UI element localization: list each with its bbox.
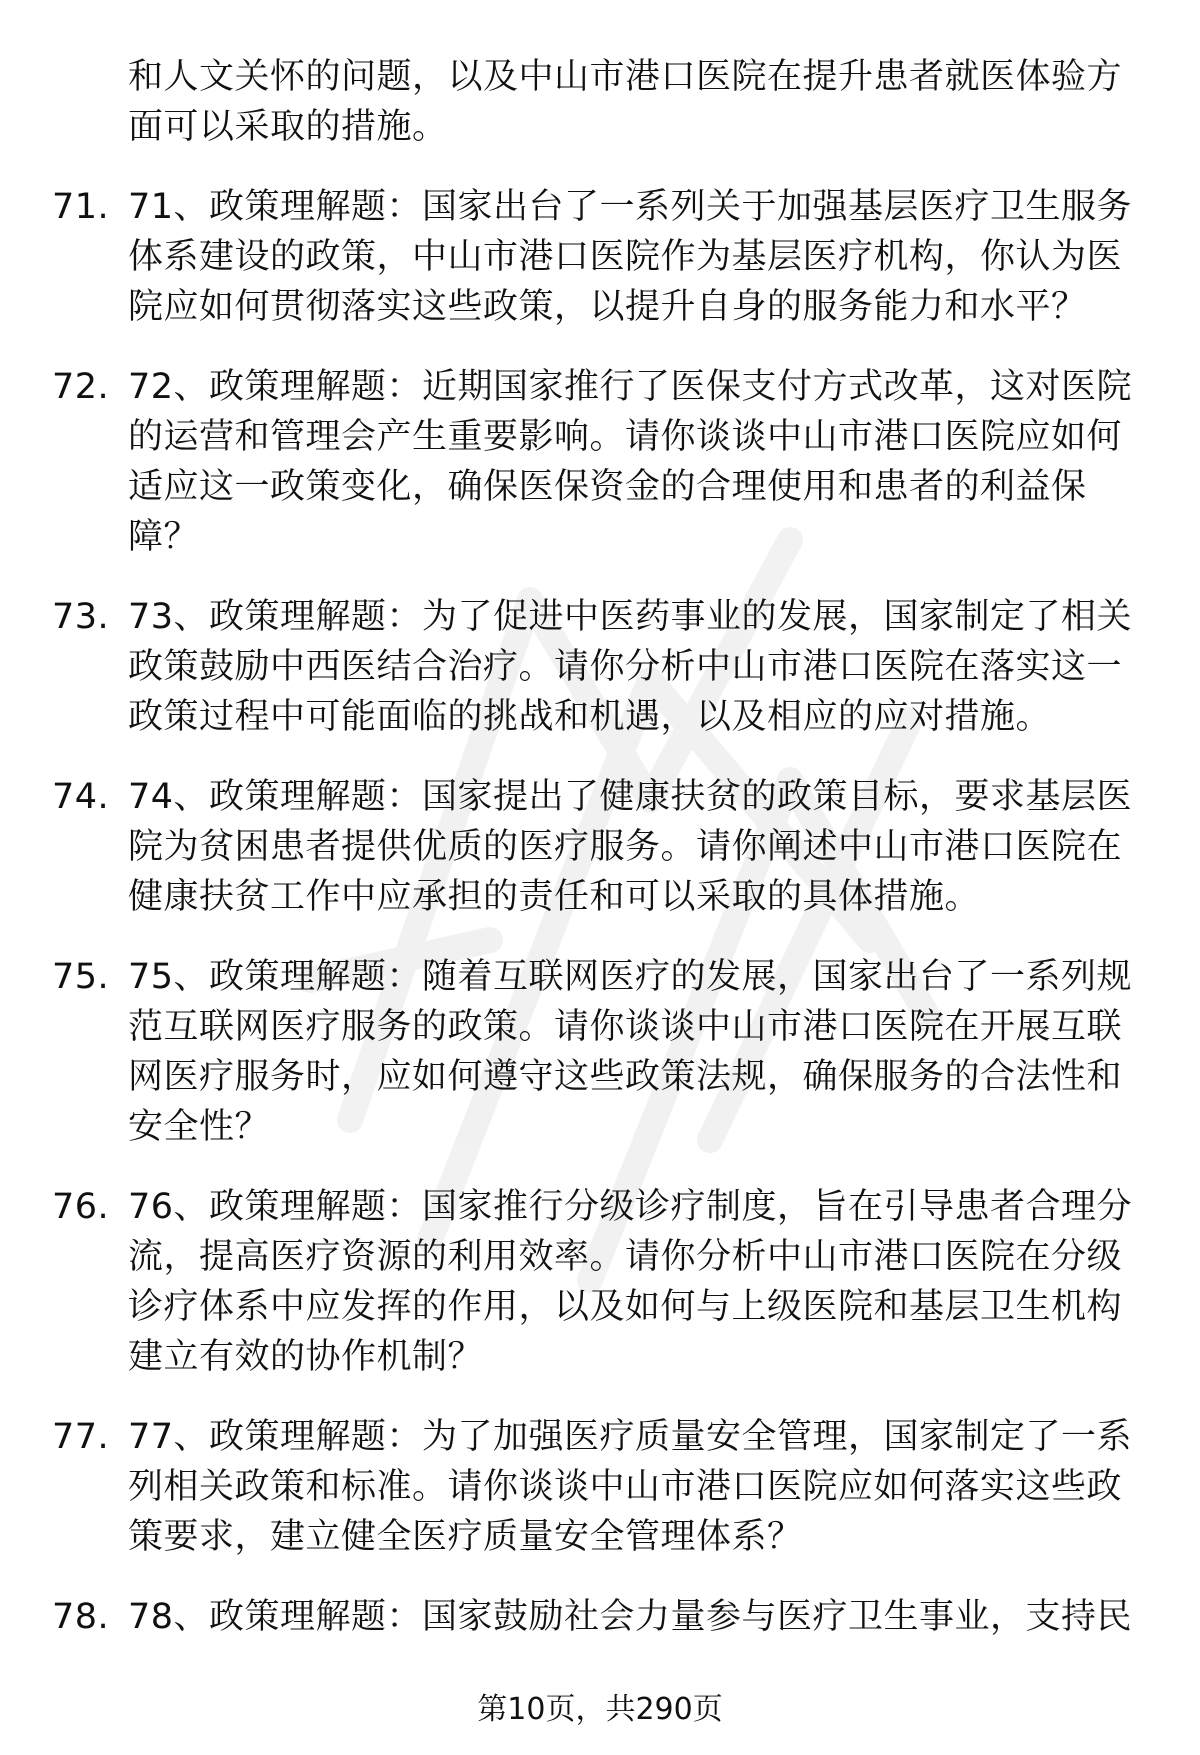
item-number: 77. xyxy=(52,1417,110,1457)
item-text: 78、政策理解题：国家鼓励社会力量参与医疗卫生事业，支持民 xyxy=(128,1597,1133,1637)
list-item xyxy=(0,1182,1200,1382)
item-number: 76. xyxy=(52,1187,110,1227)
item-text: 77、政策理解题：为了加强医疗质量安全管理，国家制定了一系列相关政策和标准。请你谈谈中山市港口医院应如何落实这些政策要求，建立健全医疗质量安全管理体系？ xyxy=(128,1417,1133,1557)
item-text: 75、政策理解题：随着互联网医疗的发展，国家出台了一系列规范互联网医疗服务的政策。请你谈谈中山市港口医院在开展互联网医疗服务时，应如何遵守这些政策法规，确保服务的合法性和安全性？ xyxy=(128,957,1133,1147)
intro-text: 和人文关怀的问题，以及中山市港口医院在提升患者就医体验方面可以采取的措施。 xyxy=(128,57,1123,147)
list-item xyxy=(0,592,1200,742)
item-text: 71、政策理解题：国家出台了一系列关于加强基层医疗卫生服务体系建设的政策，中山市港口医院作为基层医疗机构，你认为医院应如何贯彻落实这些政策，以提升自身的服务能力和水平？ xyxy=(128,187,1133,327)
item-number: 75. xyxy=(52,957,110,997)
list-item xyxy=(0,1592,1200,1642)
item-number: 71. xyxy=(52,187,110,227)
item-text: 76、政策理解题：国家推行分级诊疗制度，旨在引导患者合理分流，提高医疗资源的利用效率。请你分析中山市港口医院在分级诊疗体系中应发挥的作用，以及如何与上级医院和基层卫生机构建立有效的协作机制？ xyxy=(128,1187,1133,1377)
list-item xyxy=(0,1412,1200,1562)
list-item xyxy=(0,952,1200,1152)
item-text: 72、政策理解题：近期国家推行了医保支付方式改革，这对医院的运营和管理会产生重要影响。请你谈谈中山市港口医院应如何适应这一政策变化，确保医保资金的合理使用和患者的利益保障？ xyxy=(128,367,1133,557)
list-item xyxy=(0,182,1200,332)
list-item xyxy=(0,772,1200,922)
item-number: 73. xyxy=(52,597,110,637)
question-list xyxy=(0,52,1200,1642)
item-number: 74. xyxy=(52,777,110,817)
intro-paragraph xyxy=(0,52,1200,152)
item-text: 74、政策理解题：国家提出了健康扶贫的政策目标，要求基层医院为贫困患者提供优质的医疗服务。请你阐述中山市港口医院在健康扶贫工作中应承担的责任和可以采取的具体措施。 xyxy=(128,777,1133,917)
item-number: 72. xyxy=(52,367,110,407)
page-footer: 第10页，共290页 xyxy=(477,1692,723,1727)
item-number: 78. xyxy=(52,1597,110,1637)
list-item xyxy=(0,362,1200,562)
item-text: 73、政策理解题：为了促进中医药事业的发展，国家制定了相关政策鼓励中西医结合治疗。请你分析中山市港口医院在落实这一政策过程中可能面临的挑战和机遇，以及相应的应对措施。 xyxy=(128,597,1133,737)
